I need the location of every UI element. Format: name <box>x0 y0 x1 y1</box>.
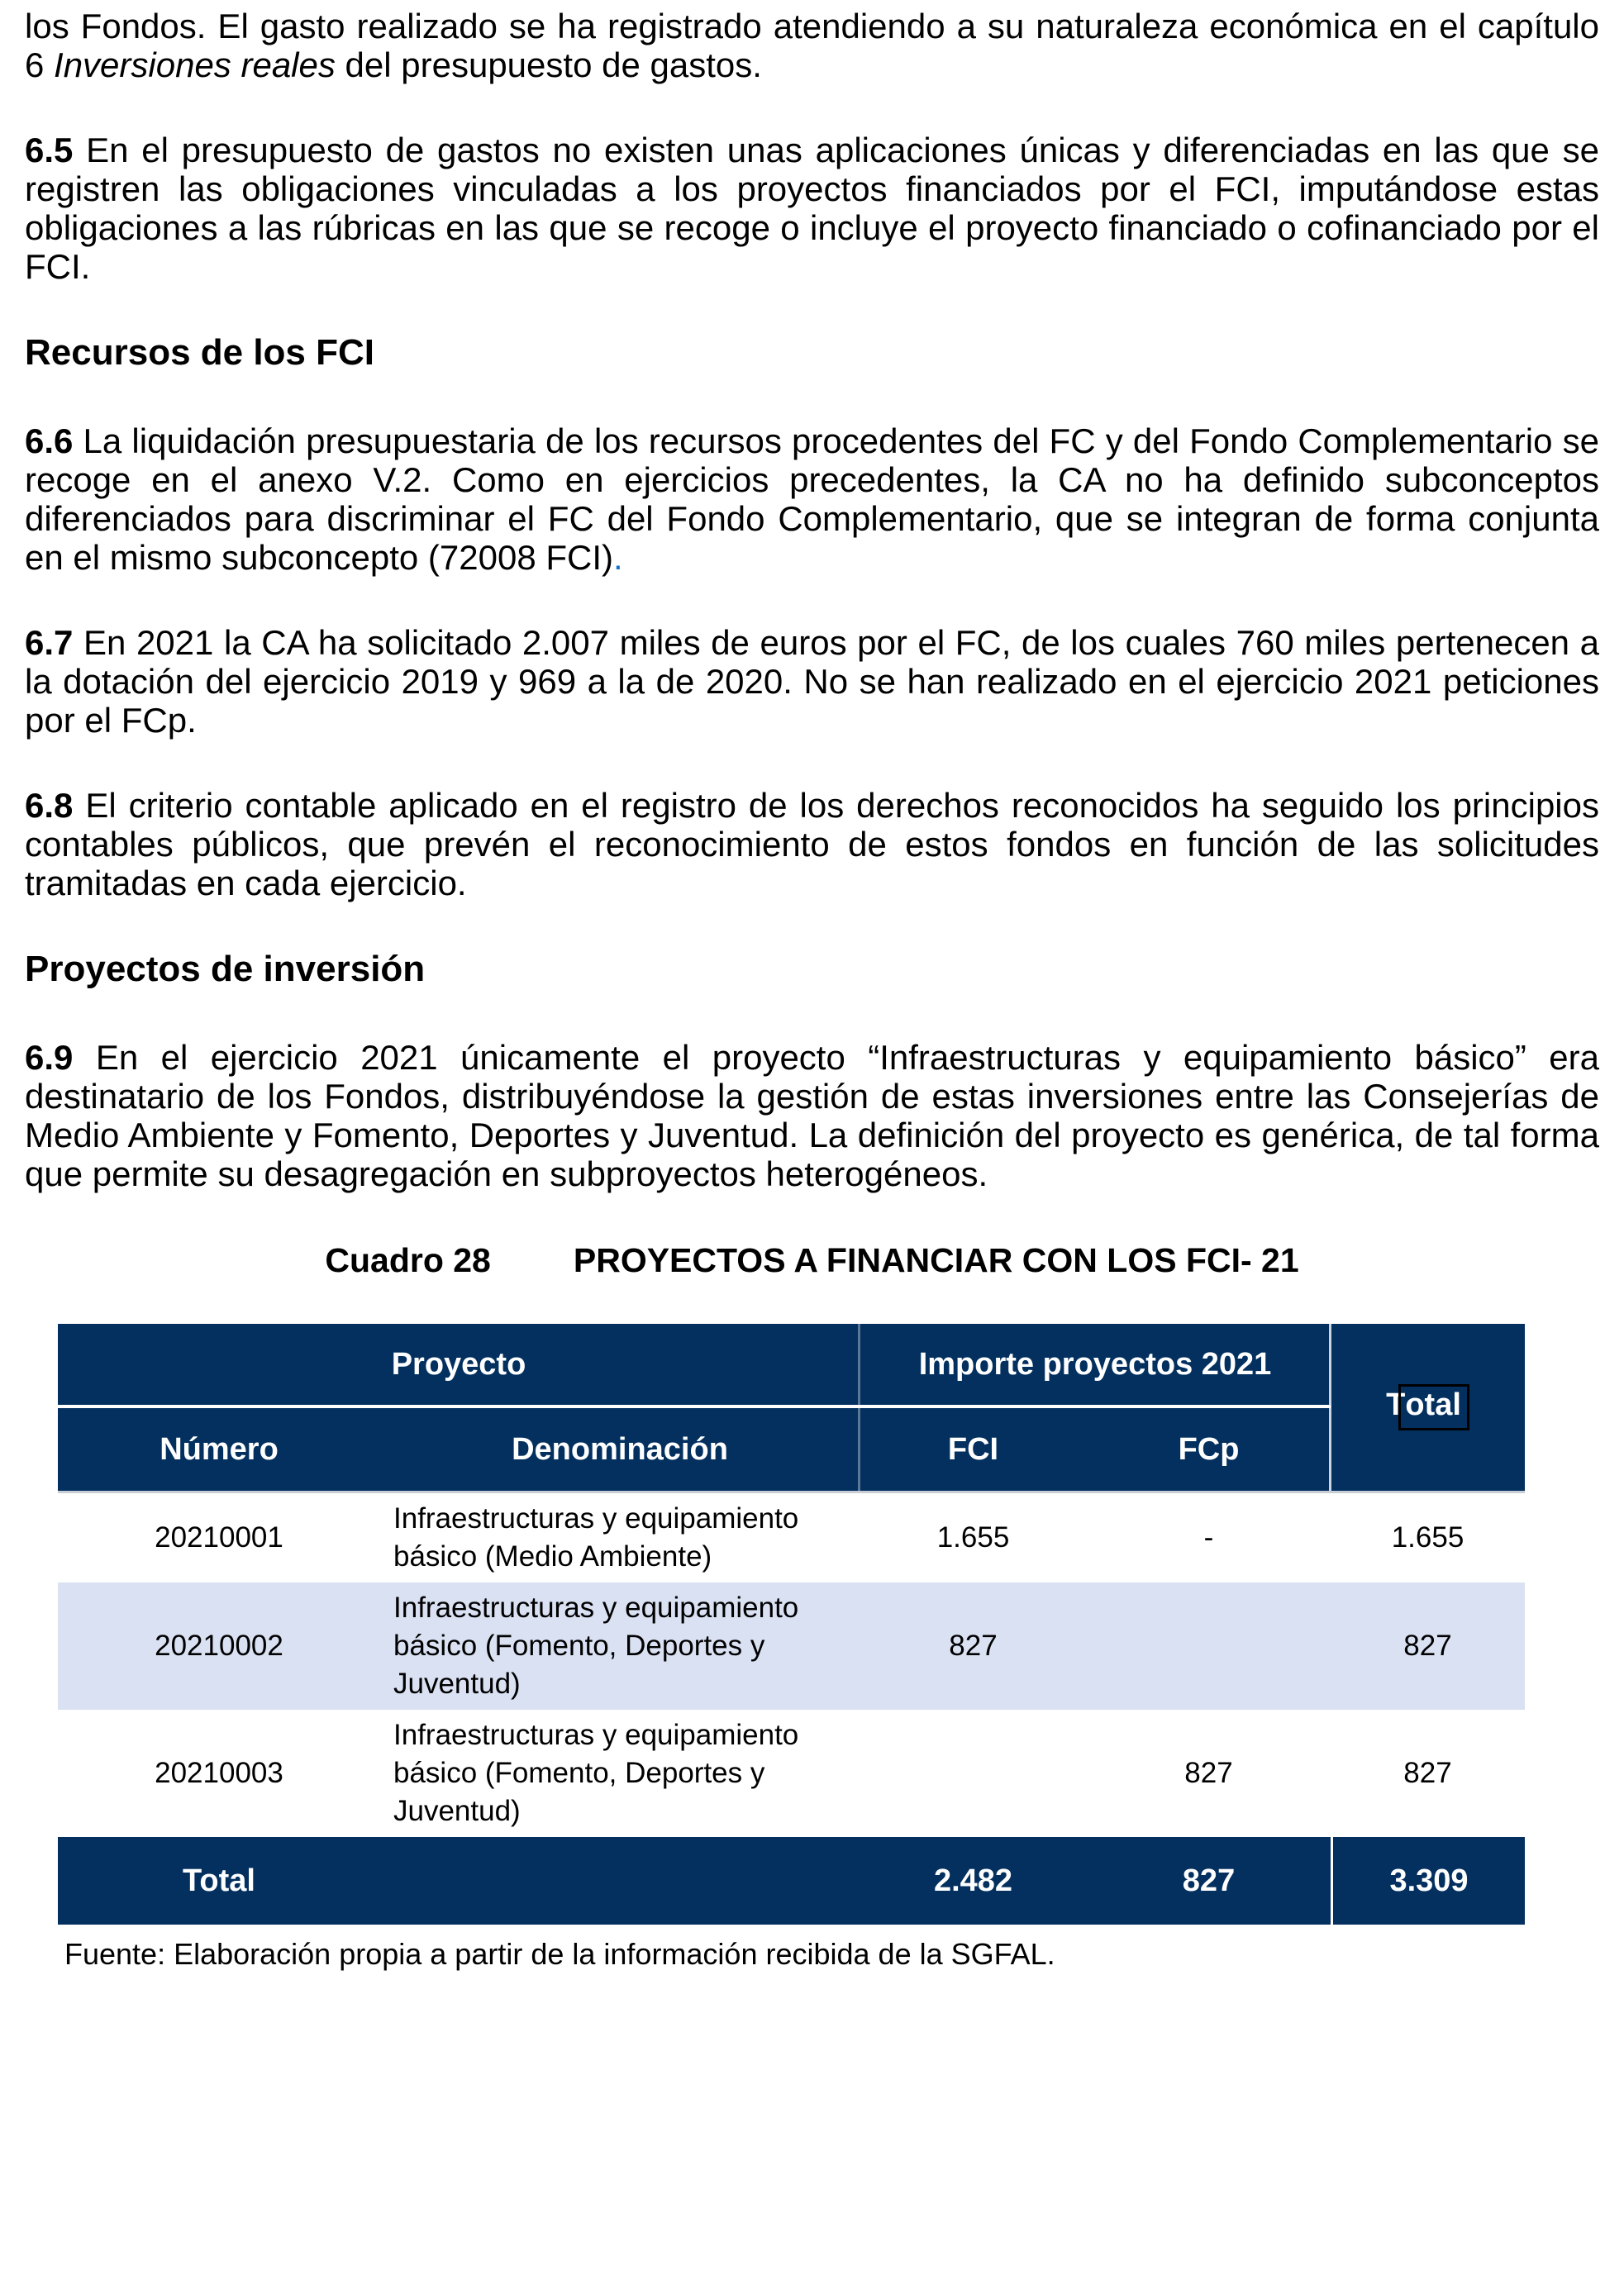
total-header-prefix: T <box>1386 1387 1406 1422</box>
table-header <box>58 1324 1525 1493</box>
column-header-total <box>1331 1324 1525 1491</box>
projects-table <box>58 1324 1525 1925</box>
intro-text-before: los Fondos. El gasto realizado se ha registrado atendiendo a su naturaleza económica en el capítulo 6 <box>25 7 1599 84</box>
paragraph-number: 6.8 <box>25 786 74 825</box>
table-row <box>58 1582 1525 1710</box>
paragraph-6-8 <box>25 786 1599 902</box>
column-group-importe-2021: Importe proyectos 2021 <box>860 1324 1331 1408</box>
paragraph-6-6 <box>25 421 1599 577</box>
paragraph-6-5 <box>25 131 1599 286</box>
paragraph-text: El criterio contable aplicado en el registro de los derechos reconocidos ha seguido los principios contables públicos, que prevén el reconocimiento de estos fondos en función de las solicitudes tramitadas en cada ejercicio. <box>25 786 1599 902</box>
cell-numero: 20210003 <box>155 1757 283 1789</box>
column-header-fcp: FCp <box>1178 1431 1240 1467</box>
total-row-fcp: 827 <box>1182 1863 1236 1898</box>
cell-fci <box>860 1710 1087 1837</box>
cell-total: 827 <box>1403 1630 1452 1662</box>
total-header-label <box>1386 1384 1469 1430</box>
paragraph-number: 6.5 <box>25 131 74 169</box>
total-row-grand-total: 3.309 <box>1331 1837 1525 1925</box>
paragraph-text: La liquidación presupuestaria de los recursos procedentes del FC y del Fondo Complementario se recoge en el anexo V.2. Como en ejercicios precedentes, la CA no ha definido subconceptos diferenciados para discriminar el FC del Fondo Complementario, que se integran de forma conjunta en el mismo subconcepto (72008 FCI) <box>25 421 1599 577</box>
total-header-boxed-text: otal <box>1398 1384 1469 1430</box>
header-divider-proyecto-importe <box>858 1324 860 1491</box>
cell-fcp: 827 <box>1184 1757 1233 1789</box>
cell-total: 1.655 <box>1391 1521 1464 1554</box>
total-row-label: Total <box>183 1863 255 1898</box>
cell-fci: 1.655 <box>936 1521 1010 1554</box>
cell-fcp: - <box>1203 1521 1214 1554</box>
cell-numero: 20210001 <box>155 1521 283 1554</box>
cell-denominacion: Infraestructuras y equipamiento básico (Fomento, Deportes y Juventud) <box>393 1592 799 1700</box>
cell-fci: 827 <box>949 1630 998 1662</box>
column-header-numero: Número <box>160 1431 279 1467</box>
cell-denominacion: Infraestructuras y equipamiento básico (Medio Ambiente) <box>393 1502 799 1573</box>
column-header-fci: FCI <box>947 1431 999 1467</box>
table-row <box>58 1710 1525 1837</box>
column-group-proyecto: Proyecto <box>58 1324 860 1408</box>
paragraph-text: En el presupuesto de gastos no existen unas aplicaciones únicas y diferenciadas en las que se registren las obligaciones vinculadas a los proyectos financiados por el FCI, imputándose estas obligaciones a las rúbricas en las que se recoge o incluye el proyecto financiado o cofinanciado por el FCI. <box>25 131 1599 286</box>
header-divider-importe-total <box>1329 1324 1331 1491</box>
cell-fcp <box>1087 1582 1331 1710</box>
paragraph-number: 6.7 <box>25 623 74 662</box>
total-row-spacer <box>380 1837 860 1925</box>
table-caption <box>25 1240 1599 1281</box>
table-total-row <box>58 1837 1525 1925</box>
paragraph-text: En el ejercicio 2021 únicamente el proyecto “Infraestructuras y equipamiento básico” era destinatario de los Fondos, distribuyéndose la gestión de estas inversiones entre las Consejerías de Medio Ambiente y Fomento, Deportes y Juventud. La definición del proyecto es genérica, de tal forma que permite su desagregación en subproyectos heterogéneos. <box>25 1038 1599 1193</box>
total-row-fci: 2.482 <box>933 1863 1013 1898</box>
heading-proyectos-inversion: Proyectos de inversión <box>25 949 426 989</box>
blue-period: . <box>613 538 623 577</box>
cell-numero: 20210002 <box>155 1630 283 1662</box>
paragraph-6-7 <box>25 623 1599 740</box>
paragraph-6-9 <box>25 1038 1599 1193</box>
table-source-note: Fuente: Elaboración propia a partir de la información recibida de la SGFAL. <box>64 1937 1055 1971</box>
intro-italic-inversiones-reales: Inversiones reales <box>54 45 336 84</box>
intro-text-after: del presupuesto de gastos. <box>335 45 762 84</box>
cell-total: 827 <box>1403 1757 1452 1789</box>
paragraph-text: En 2021 la CA ha solicitado 2.007 miles de euros por el FC, de los cuales 760 miles pertenecen a la dotación del ejercicio 2019 y 969 a la de 2020. No se han realizado en el ejercicio 2021 peticiones por el FCp. <box>25 623 1599 740</box>
column-header-denominacion: Denominación <box>512 1431 728 1467</box>
heading-recursos-fci: Recursos de los FCI <box>25 332 375 373</box>
paragraph-number: 6.6 <box>25 421 74 460</box>
paragraph-intro <box>25 7 1599 84</box>
cell-denominacion: Infraestructuras y equipamiento básico (Fomento, Deportes y Juventud) <box>393 1719 799 1827</box>
table-caption-number: Cuadro 28 <box>325 1241 491 1279</box>
paragraph-number: 6.9 <box>25 1038 74 1077</box>
table-row <box>58 1493 1525 1582</box>
table-caption-title: PROYECTOS A FINANCIAR CON LOS FCI- 21 <box>573 1241 1299 1279</box>
